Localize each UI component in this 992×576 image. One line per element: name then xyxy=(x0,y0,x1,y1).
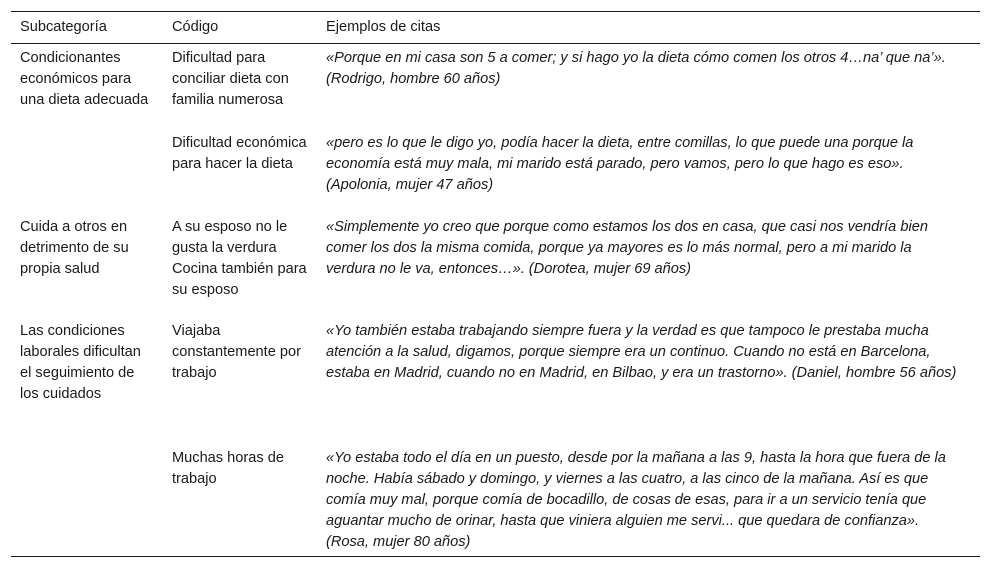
quote-cell: «Porque en mi casa son 5 a comer; y si hago yo la dieta cómo comen los otros 4…na’ que na’». (Rodrigo, hombre 60 años) xyxy=(326,50,946,87)
table-header xyxy=(11,12,980,44)
code-cell xyxy=(163,44,317,134)
quote-cell: «Yo también estaba trabajando siempre fuera y la verdad es que tampoco le prestaba mucha atención a la salud, digamos, porque siempre era un continuo. Cuando no está en Barcelona, estaba en Madrid, cuando no en Madrid, en Bilbao, y era un trastorno». (Daniel, hombre 56 años) xyxy=(326,323,957,381)
quotes-table xyxy=(11,11,980,557)
header-subcategory: Subcategoría xyxy=(20,19,107,35)
code-cell xyxy=(163,133,317,217)
header-code: Código xyxy=(172,19,219,35)
table-row xyxy=(11,217,980,321)
subcategory-cell xyxy=(11,133,163,217)
subcategory-cell: Las condiciones laborales dificultan el seguimiento de los cuidados xyxy=(20,323,141,402)
table-row xyxy=(11,133,980,217)
table-row xyxy=(11,448,980,557)
code-text: Viajaba constantemente por trabajo xyxy=(172,323,301,381)
quote-cell: «Yo estaba todo el día en un puesto, desde por la mañana a las 9, hasta la hora que fuera de la noche. Había sábado y domingo, y viernes a las cuatro, a las cinco de la mañana. Así es que comía muy mal, porque comía de bocadillo, de cosas de esas, para ir a un servicio tenía que aguantar mucho de orinar, hasta que viniera alguien me servi... que quedara de confianza». (Rosa, mujer 80 años) xyxy=(326,450,946,550)
header-row xyxy=(11,12,980,44)
table-row xyxy=(11,44,980,134)
code-text: Dificultad económica para hacer la dieta xyxy=(172,135,307,172)
table-row xyxy=(11,321,980,448)
code-cell xyxy=(163,217,317,321)
subcategory-cell: Condicionantes económicos para una dieta adecuada xyxy=(20,50,149,108)
table-body xyxy=(11,44,980,557)
code-text: Dificultad para conciliar dieta con familia numerosa xyxy=(172,50,289,108)
code-cell xyxy=(163,321,317,448)
code-text: Muchas horas de trabajo xyxy=(172,450,284,487)
code-text: A su esposo no le gusta la verdura xyxy=(172,219,288,256)
subcategory-cell: Cuida a otros en detrimento de su propia salud xyxy=(20,219,129,277)
code-text: Cocina también para su esposo xyxy=(172,261,307,298)
code-cell xyxy=(163,448,317,557)
quote-cell: «pero es lo que le digo yo, podía hacer la dieta, entre comillas, lo que puede una porque la economía está muy mala, mi marido está parado, pero vamos, pero lo que hago es eso».(Apolonia, mujer 47 años) xyxy=(326,135,914,193)
header-quote-examples: Ejemplos de citas xyxy=(326,19,441,35)
quote-cell: «Simplemente yo creo que porque como estamos los dos en casa, que casi nos vendría bien comer los dos la misma comida, porque ya mayores es lo más normal, pero a mi marido la verdura no le va, entonces…». (Dorotea, mujer 69 años) xyxy=(326,219,928,277)
subcategory-cell xyxy=(11,448,163,557)
